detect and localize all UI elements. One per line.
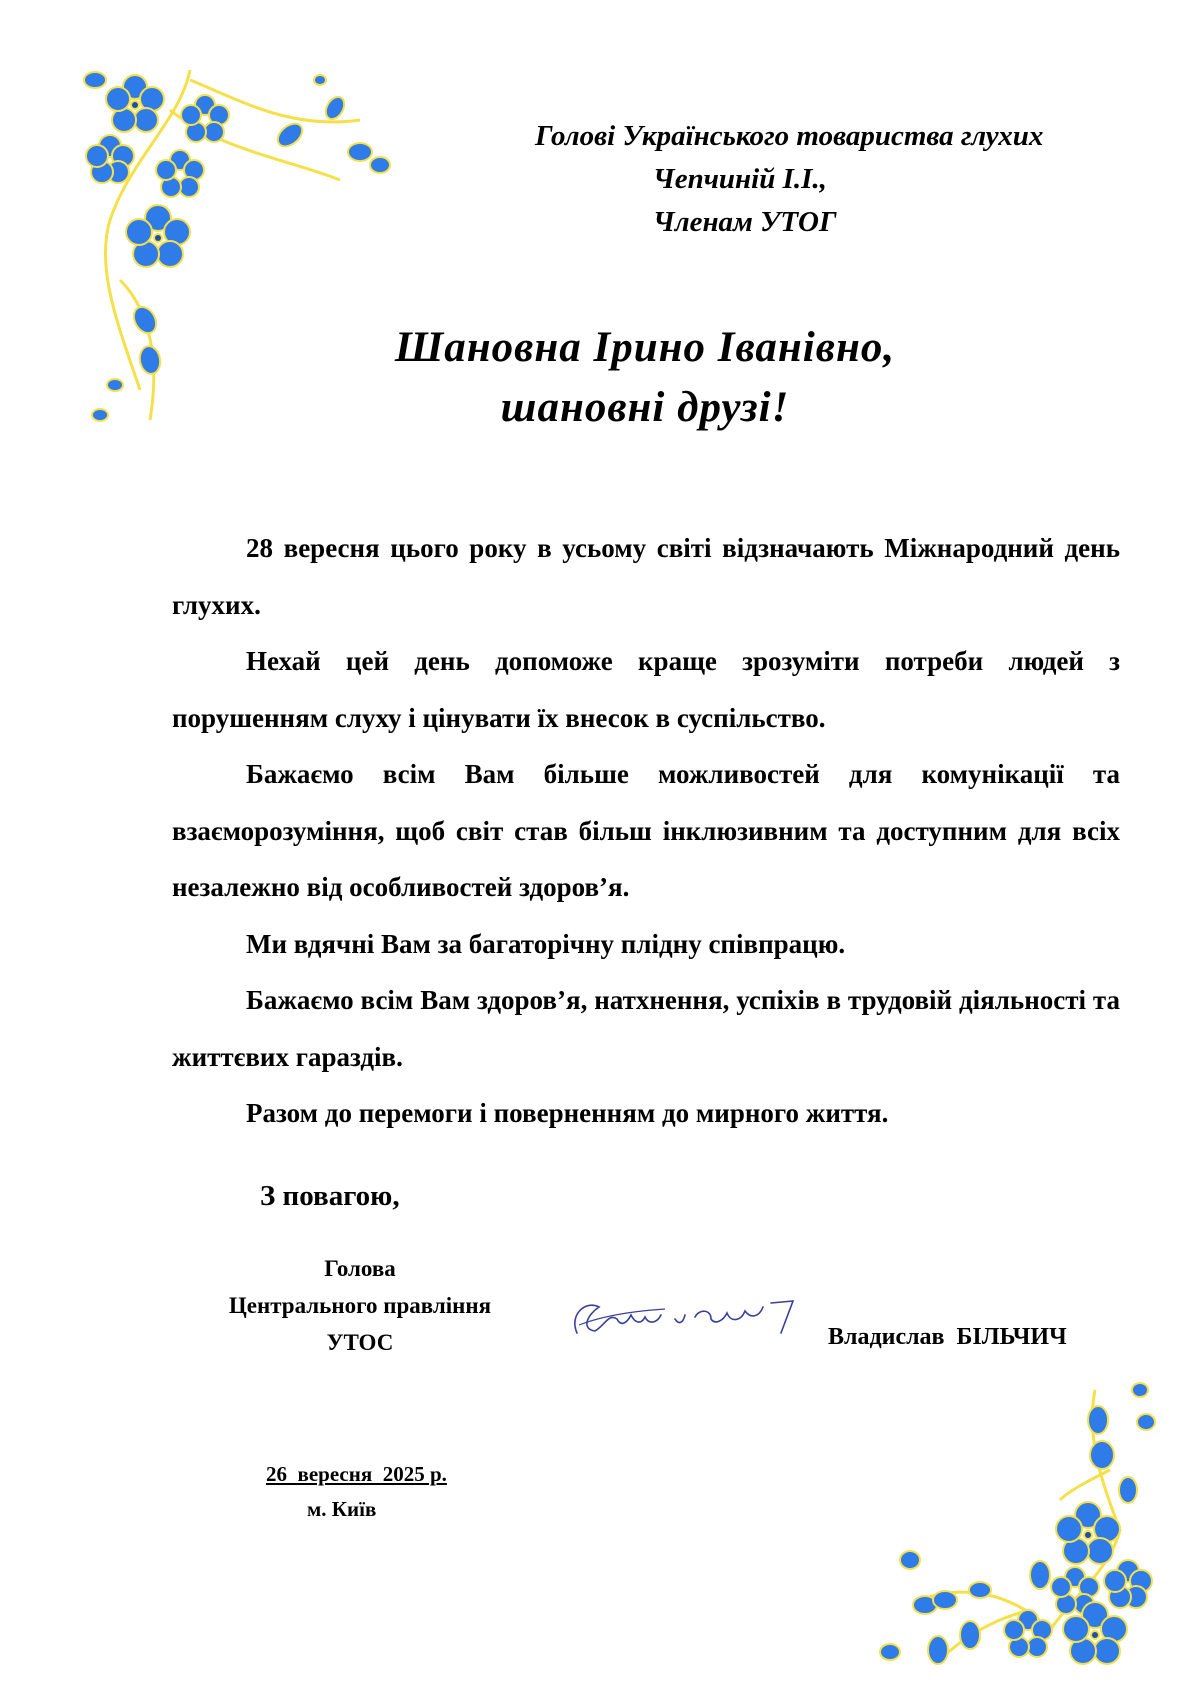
letter-body [172, 520, 1120, 1142]
position-line-1: Голова [324, 1256, 396, 1281]
addressee-line-1: Голові Українського товариства глухих [535, 120, 1044, 152]
handwritten-signature-icon [565, 1285, 825, 1345]
body-paragraph: Нехай цей день допоможе краще зрозуміти потреби людей з порушенням слуху і цінувати їх внесок в суспільство. [172, 646, 1120, 733]
signer-name: Владислав БІЛЬЧИЧ [828, 1324, 1067, 1350]
addressee-line-2: Чепчиній І.І., [653, 163, 827, 195]
closing-regards: З повагою, [260, 1180, 400, 1212]
salutation-line-1: Шановна Ірино Іванівно, [394, 324, 896, 371]
position-line-2: Центрального правління [228, 1293, 492, 1318]
body-paragraph: Разом до перемоги і поверненням до мирного життя. [246, 1098, 889, 1128]
position-line-3: УТОС [326, 1330, 394, 1355]
body-paragraph: Ми вдячні Вам за багаторічну плідну співпрацю. [246, 928, 846, 959]
signer-position [190, 1250, 530, 1361]
letter-date: 26 вересня 2025 р. [266, 1462, 447, 1486]
salutation-line-2: шановні друзі! [500, 384, 790, 431]
floral-ornament-bottom-right-icon [870, 1360, 1200, 1680]
body-paragraph: Бажаємо всім Вам більше можливостей для комунікації та взаєморозуміння, щоб світ став більш інклюзивним та доступним для всіх незалежно від особливостей здоров’я. [172, 759, 1120, 902]
body-paragraph: Бажаємо всім Вам здоров’я, натхнення, успіхів в трудовій діяльності та життєвих гараздів. [172, 985, 1120, 1072]
letter-city: м. Київ [307, 1497, 377, 1521]
addressee-block [535, 115, 1043, 244]
body-paragraph: 28 вересня цього року в усьому світі відзначають Міжнародний день глухих. [172, 533, 1120, 620]
salutation [0, 318, 1200, 438]
addressee-line-3: Членам УТОГ [653, 206, 837, 238]
